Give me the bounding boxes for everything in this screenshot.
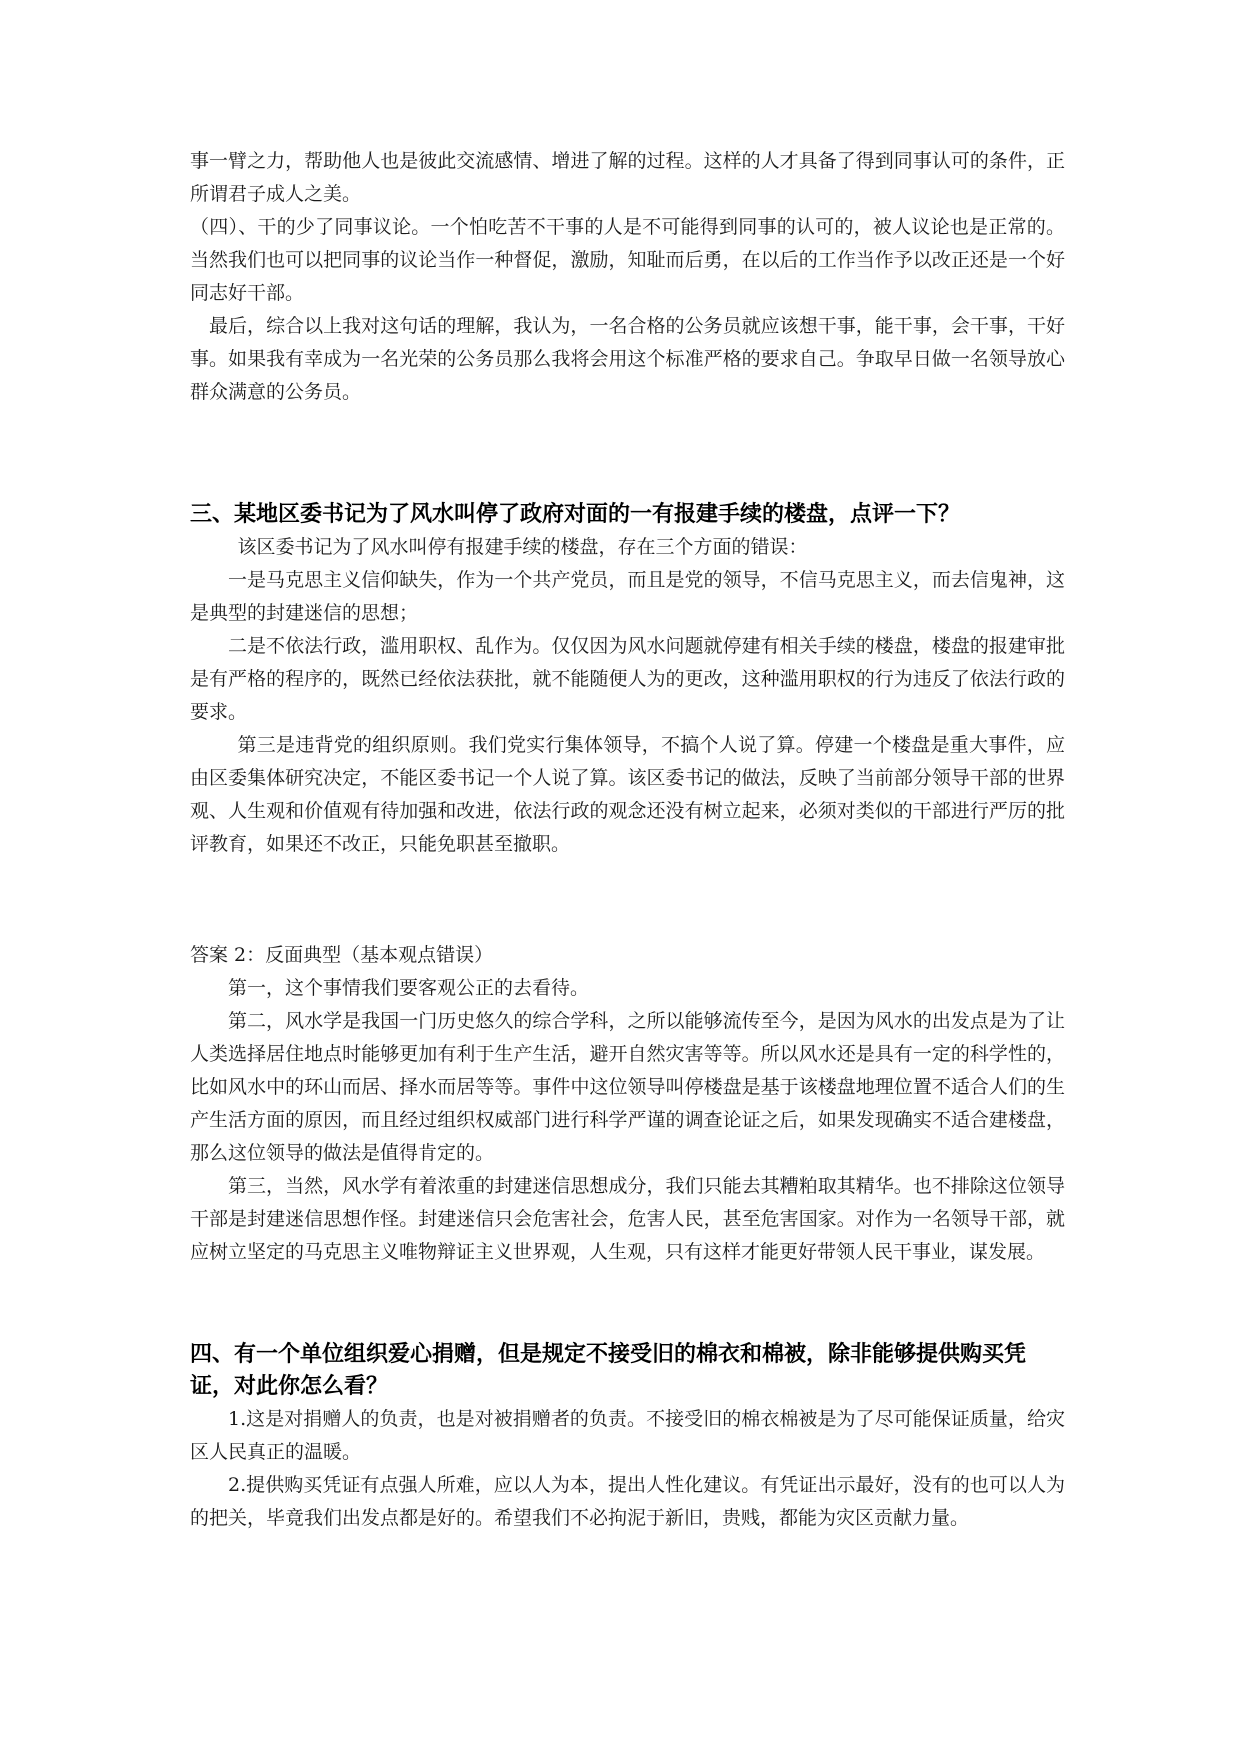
paragraph-prev-2: （四）、干的少了同事议论。一个怕吃苦不干事的人是不可能得到同事的认可的，被人议论也是正常的。当然我们也可以把同事的议论当作一种督促，激励，知耻而后勇，在以后的工作当作予以改正还是一个好同志好干部。 (190, 216, 1065, 304)
spacer (190, 1269, 1065, 1339)
answer-2-point-3: 第三，当然，风水学有着浓重的封建迷信思想成分，我们只能去其糟粕取其精华。也不排除这位领导干部是封建迷信思想作怪。封建迷信只会危害社会，危害人民，甚至危害国家。对作为一名领导干部，就应树立坚定的马克思主义唯物辩证主义世界观，人生观，只有这样才能更好带领人民干事业，谋发展。 (190, 1175, 1065, 1263)
section-4-point-2: 2.提供购买凭证有点强人所难，应以人为本，提出人性化建议。有凭证出示最好，没有的也可以人为的把关，毕竟我们出发点都是好的。希望我们不必拘泥于新旧，贵贱，都能为灾区贡献力量。 (190, 1474, 1065, 1529)
section-4-heading: 四、有一个单位组织爱心捐赠，但是规定不接受旧的棉衣和棉被，除非能够提供购买凭证，对此你怎么看？ (190, 1342, 1027, 1399)
answer-2-point-1: 第一，这个事情我们要客观公正的去看待。 (228, 977, 590, 999)
section-3-intro: 该区委书记为了风水叫停有报建手续的楼盘，存在三个方面的错误： (237, 536, 808, 558)
paragraph-prev-1: 事一臂之力，帮助他人也是彼此交流感情、增进了解的过程。这样的人才具备了得到同事认可的条件，正所谓君子成人之美。 (190, 150, 1065, 205)
spacer (190, 861, 1065, 939)
document-page (190, 145, 1065, 1535)
section-3-point-2: 二是不依法行政，滥用职权、乱作为。仅仅因为风水问题就停建有相关手续的楼盘，楼盘的报建审批是有严格的程序的，既然已经依法获批，就不能随便人为的更改，这种滥用职权的行为违反了依法行政的要求。 (190, 635, 1065, 723)
section-3-heading: 三、某地区委书记为了风水叫停了政府对面的一有报建手续的楼盘，点评一下？ (190, 502, 961, 527)
paragraph-prev-3: 最后，综合以上我对这句话的理解，我认为，一名合格的公务员就应该想干事，能干事，会干事，干好事。如果我有幸成为一名光荣的公务员那么我将会用这个标准严格的要求自己。争取早日做一名领导放心群众满意的公务员。 (190, 315, 1065, 403)
spacer (190, 409, 1065, 499)
section-4-point-1: 1.这是对捐赠人的负责，也是对被捐赠者的负责。不接受旧的棉衣棉被是为了尽可能保证质量，给灾区人民真正的温暖。 (190, 1408, 1065, 1463)
section-3-point-3: 第三是违背党的组织原则。我们党实行集体领导，不搞个人说了算。停建一个楼盘是重大事件，应由区委集体研究决定，不能区委书记一个人说了算。该区委书记的做法，反映了当前部分领导干部的世界观、人生观和价值观有待加强和改进，依法行政的观念还没有树立起来，必须对类似的干部进行严厉的批评教育，如果还不改正，只能免职甚至撤职。 (190, 734, 1065, 855)
answer-2-point-2: 第二，风水学是我国一门历史悠久的综合学科，之所以能够流传至今，是因为风水的出发点是为了让人类选择居住地点时能够更加有利于生产生活，避开自然灾害等等。所以风水还是具有一定的科学性的，比如风水中的环山而居、择水而居等等。事件中这位领导叫停楼盘是基于该楼盘地理位置不适合人们的生产生活方面的原因，而且经过组织权威部门进行科学严谨的调查论证之后，如果发现确实不适合建楼盘，那么这位领导的做法是值得肯定的。 (190, 1010, 1065, 1164)
answer-2-title: 答案 2：反面典型（基本观点错误） (190, 944, 494, 966)
section-3-point-1: 一是马克思主义信仰缺失，作为一个共产党员，而且是党的领导，不信马克思主义，而去信鬼神，这是典型的封建迷信的思想； (190, 569, 1065, 624)
